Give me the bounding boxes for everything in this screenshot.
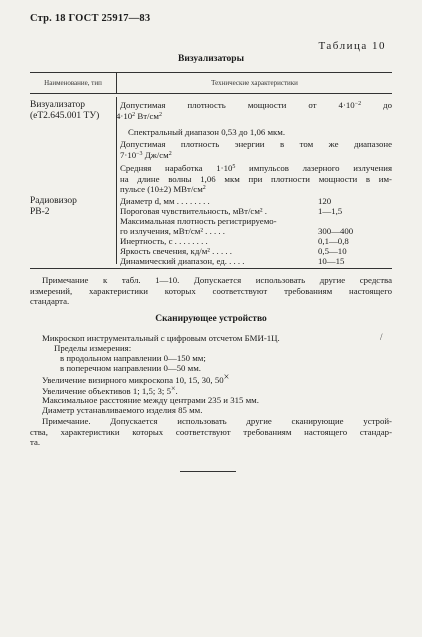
radiovisor-name xyxy=(30,196,77,218)
radiovisor-spec-label: Яркость свечения, кд/м² . . . . . xyxy=(120,246,232,256)
radiovisor-spec-value: 0,1—0,8 xyxy=(318,236,349,246)
table-body-divider xyxy=(116,97,117,264)
scanning-microscope: Микроскоп инструментальный с цифровым отсчетом БМИ-1Ц. xyxy=(42,333,280,343)
page-header: Стр. 18 ГОСТ 25917—83 xyxy=(30,13,151,24)
scanning-part-diameter: Диаметр устанавливаемого изделия 85 мм. xyxy=(42,405,203,415)
scanning-center-distance: Максимальное расстояние между центрами 235 и 315 мм. xyxy=(42,395,259,405)
radiovisor-spec-value: 0,5—10 xyxy=(318,246,347,256)
table-top-rule xyxy=(30,72,392,73)
radiovisor-spec-label: Динамический диапазон, ед. . . . . xyxy=(120,256,245,266)
scanning-objective-magnification: Увеличение объективов 1; 1,5; 3; 5×. xyxy=(42,384,178,396)
radiovisor-spec-label: Инертность, с . . . . . . . . xyxy=(120,236,208,246)
table-bottom-rule xyxy=(30,268,392,269)
table-title: Визуализаторы xyxy=(177,54,244,64)
visualizer-lifetime: Средняя наработка $1\cdot 10^5$ импульсов лазерного излучения на длине волны 1,06 мкм при плотности мощности в им- пульсе (10±2) МВт/$см^2$ xyxy=(120,163,392,194)
radiovisor-name-line2: РВ-2 xyxy=(30,207,50,217)
radiovisor-spec-value: 10—15 xyxy=(318,256,345,266)
radiovisor-spec-label: Пороговая чувствительность, мВт/см² . xyxy=(120,206,267,216)
scanning-limits: Пределы измерения: xyxy=(54,343,132,353)
visualizer-name xyxy=(30,100,99,122)
margin-tick-mark: / xyxy=(380,332,383,342)
note-scanning: Примечание. Допускается использовать другие сканирующие устрой- ства, характеристики которых соответствуют требованиям настоящего стандар- та. xyxy=(30,416,392,447)
radiovisor-spec-label: го излучения, мВт/см² . . . . . xyxy=(120,226,225,236)
end-rule xyxy=(180,471,236,472)
radiovisor-spec-value: 300—400 xyxy=(318,226,354,236)
visualizer-energy-density: Допустимая плотность энергии в том же диапазоне $7\cdot 10^{-3}$ $Дж/см^2$ xyxy=(120,139,392,160)
radiovisor-name-line1: Радиовизор xyxy=(30,196,77,206)
radiovisor-spec-value: 1—1,5 xyxy=(318,206,343,216)
table-number: Таблица 10 xyxy=(318,40,386,52)
column-header-specs: Технические характеристики xyxy=(211,79,298,87)
visualizer-name-line1: Визуализатор xyxy=(30,100,85,110)
scanning-transverse: в поперечном направлении 0—50 мм. xyxy=(60,363,201,373)
visualizer-name-line2: (еТ2.645.001 ТУ) xyxy=(30,111,100,121)
radiovisor-spec-label: Максимальная плотность регистрируемо- xyxy=(120,216,277,226)
note-table-1-10: Примечание к табл. 1—10. Допускается использовать другие средства измерений, характеристики которых соответствуют требованиям настоящего стандарта. xyxy=(30,275,392,306)
column-header-name: Наименование, тип xyxy=(44,79,102,87)
scanning-title: Сканирующее устройство xyxy=(155,314,267,324)
radiovisor-spec-label: Диаметр d, мм . . . . . . . . xyxy=(120,196,210,206)
table-header-rule xyxy=(30,93,392,94)
radiovisor-spec-value: 120 xyxy=(318,196,332,206)
scanning-longitudinal: в продольном направлении 0—150 мм; xyxy=(60,353,206,363)
scanning-sight-magnification: Увеличение визирного микроскопа 10, 15, 30, 50× xyxy=(42,372,230,385)
visualizer-power-density: Допустимая плотность мощности от $4\cdot 10^{-2}$ до $4\cdot 10^2$ $Вт/см^2$ xyxy=(116,100,392,121)
visualizer-spectral-range: Спектральный диапазон 0,53 до 1,06 мкм. xyxy=(128,127,286,137)
